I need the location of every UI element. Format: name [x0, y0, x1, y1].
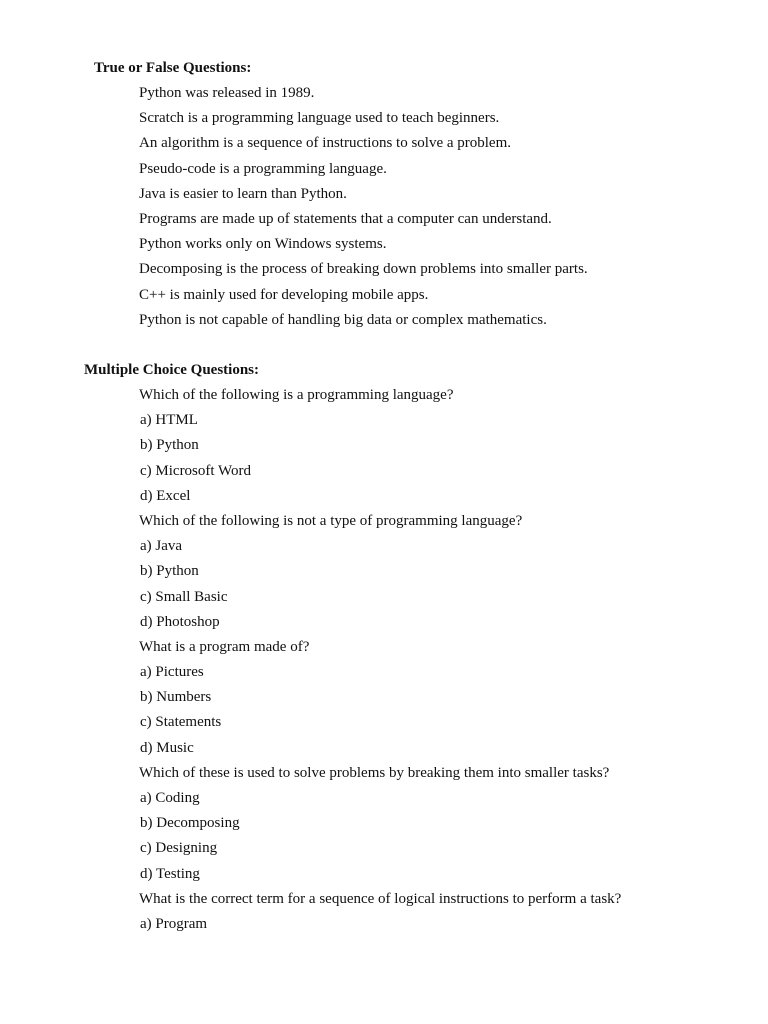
multiple-choice-heading: Multiple Choice Questions:: [84, 362, 259, 378]
item-text: Python was released in 1989.: [139, 85, 315, 101]
option-text: a) Java: [140, 538, 183, 555]
option-text: a) Pictures: [140, 664, 204, 681]
option-text: c) Small Basic: [140, 588, 228, 605]
option-text: b) Python: [140, 563, 199, 580]
option-text: b) Decomposing: [140, 815, 240, 832]
option-text: c) Statements: [140, 714, 222, 731]
question-text: Which of the following is not a type of programming language?: [139, 512, 523, 529]
question-text: What is the correct term for a sequence of logical instructions to perform a task?: [139, 890, 622, 907]
option-text: a) Coding: [140, 790, 200, 806]
option-text: d) Music: [140, 739, 194, 756]
item-text: An algorithm is a sequence of instructions to solve a problem.: [139, 135, 512, 152]
option-text: d) Excel: [140, 487, 191, 504]
option-text: a) Program: [140, 915, 208, 932]
item-text: Java is easier to learn than Python.: [139, 185, 347, 202]
option-text: d) Testing: [140, 865, 200, 882]
option-text: a) HTML: [140, 412, 198, 429]
true-false-heading: True or False Questions:: [94, 60, 252, 76]
item-text: Pseudo-code is a programming language.: [139, 160, 387, 177]
option-text: c) Microsoft Word: [140, 462, 251, 479]
question-text: Which of the following is a programming language?: [139, 387, 454, 403]
option-text: c) Designing: [140, 840, 218, 857]
option-text: b) Python: [140, 437, 199, 454]
item-text: Decomposing is the process of breaking down problems into smaller parts.: [139, 261, 588, 278]
question-text: Which of these is used to solve problems by breaking them into smaller tasks?: [139, 764, 610, 781]
option-text: d) Photoshop: [140, 613, 220, 630]
item-text: C++ is mainly used for developing mobile apps.: [139, 286, 429, 303]
option-text: b) Numbers: [140, 689, 212, 706]
item-text: Python is not capable of handling big data or complex mathematics.: [139, 311, 547, 328]
question-text: What is a program made of?: [139, 638, 310, 655]
item-text: Python works only on Windows systems.: [139, 236, 387, 253]
item-text: Scratch is a programming language used to teach beginners.: [139, 110, 500, 127]
item-text: Programs are made up of statements that a computer can understand.: [139, 210, 552, 227]
